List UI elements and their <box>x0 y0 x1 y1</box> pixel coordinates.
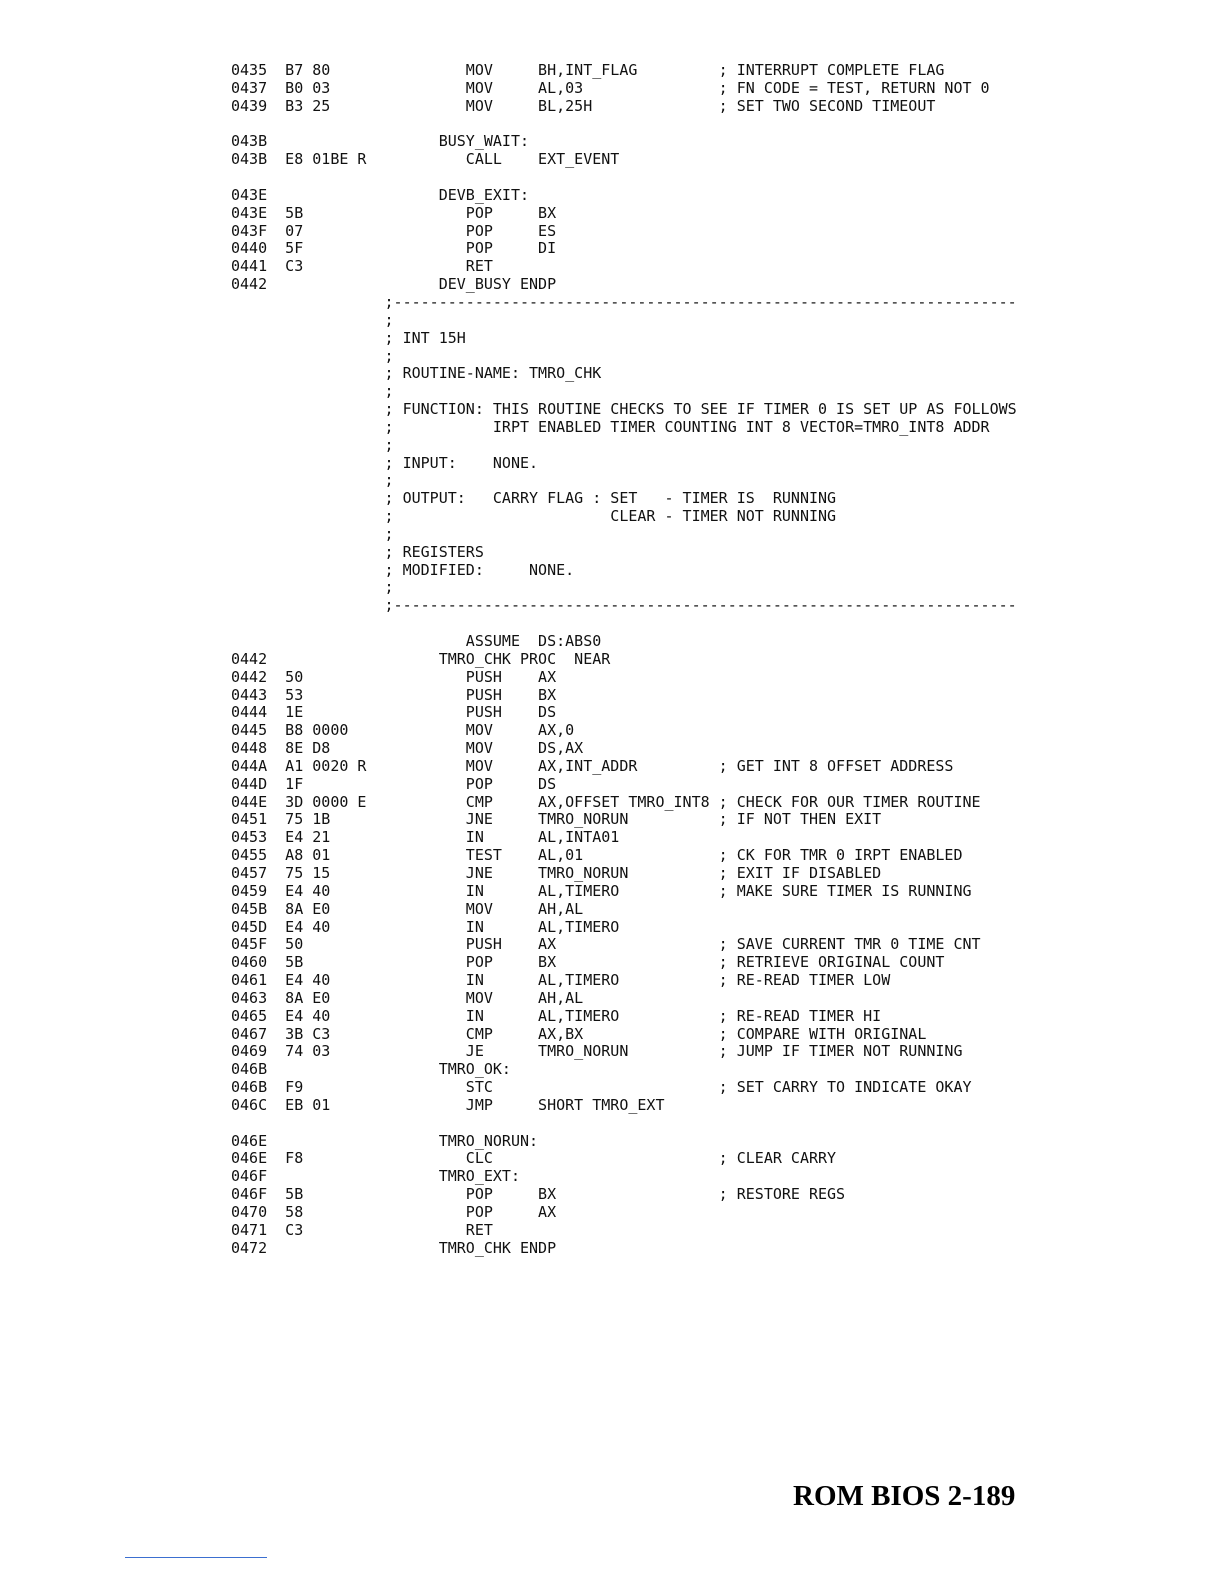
listing-line: 046F TMRO_EXT: <box>231 1167 520 1186</box>
listing-line: 046C EB 01 JMP SHORT TMRO_EXT <box>231 1095 665 1114</box>
listing-line: ; <box>231 435 394 454</box>
listing-line: 046E TMRO_NORUN: <box>231 1131 539 1150</box>
listing-line: ; <box>231 471 394 490</box>
listing-line: 043B BUSY_WAIT: <box>231 132 530 151</box>
blank-line <box>231 116 1211 134</box>
listing-line: 0465 E4 40 IN AL,TIMERO ; RE-READ TIMER HI <box>231 1006 882 1025</box>
listing-line: 0443 53 PUSH BX <box>231 685 557 704</box>
listing-line: 0448 8E D8 MOV DS,AX <box>231 739 584 758</box>
listing-line: 046B F9 STC ; SET CARRY TO INDICATE OKAY <box>231 1078 972 1097</box>
listing-line: ; <box>231 346 394 365</box>
listing-line: ; <box>231 382 394 401</box>
listing-line: 0461 E4 40 IN AL,TIMERO ; RE-READ TIMER LOW <box>231 971 891 990</box>
listing-line: 0471 C3 RET <box>231 1220 493 1239</box>
listing-line: 0451 75 1B JNE TMRO_NORUN ; IF NOT THEN EXIT <box>231 810 882 829</box>
listing-line: 0444 1E PUSH DS <box>231 703 557 722</box>
listing-line: 0463 8A E0 MOV AH,AL <box>231 988 584 1007</box>
listing-line: 0442 DEV_BUSY ENDP <box>231 275 557 294</box>
listing-line: ; REGISTERS <box>231 542 484 561</box>
listing-line: ; <box>231 310 394 329</box>
listing-line: 046B TMRO_OK: <box>231 1060 511 1079</box>
listing-line: 0439 B3 25 MOV BL,25H ; SET TWO SECOND TIMEOUT <box>231 96 936 115</box>
listing-line: 043E DEVB_EXIT: <box>231 185 530 204</box>
listing-line: 0459 E4 40 IN AL,TIMERO ; MAKE SURE TIMER IS RUNNING <box>231 881 972 900</box>
listing-line: ; <box>231 524 394 543</box>
listing-line: 046E F8 CLC ; CLEAR CARRY <box>231 1149 837 1168</box>
listing-line: ; OUTPUT: CARRY FLAG : SET - TIMER IS RUNNING <box>231 489 837 508</box>
listing-line: 0435 B7 80 MOV BH,INT_FLAG ; INTERRUPT COMPLETE FLAG <box>231 61 945 79</box>
listing-line: 044D 1F POP DS <box>231 774 557 793</box>
listing-line: 0457 75 15 JNE TMRO_NORUN ; EXIT IF DISABLED <box>231 863 882 882</box>
listing-line: 046F 5B POP BX ; RESTORE REGS <box>231 1185 846 1204</box>
listing-line: 043E 5B POP BX <box>231 203 557 222</box>
listing-line: 0453 E4 21 IN AL,INTA01 <box>231 828 620 847</box>
listing-line: ; ROUTINE-NAME: TMRO_CHK <box>231 364 602 383</box>
listing-line: 0442 TMRO_CHK PROC NEAR <box>231 649 611 668</box>
listing-line: 044E 3D 0000 E CMP AX,OFFSET TMRO_INT8 ; CHECK FOR OUR TIMER ROUTINE <box>231 792 981 811</box>
listing-line: 043B E8 01BE R CALL EXT_EVENT <box>231 150 620 169</box>
listing-line: 0441 C3 RET <box>231 257 493 276</box>
listing-line: ;--------------------------------------------------------------------- <box>231 292 1017 311</box>
page-footer: ROM BIOS 2-189 <box>793 1480 1016 1512</box>
blank-line <box>231 1115 1211 1133</box>
listing-line: 0455 A8 01 TEST AL,01 ; CK FOR TMR 0 IRPT ENABLED <box>231 846 963 865</box>
listing-line: ; INT 15H <box>231 328 466 347</box>
listing-line: ; IRPT ENABLED TIMER COUNTING INT 8 VECTOR=TMRO_INT8 ADDR <box>231 417 990 436</box>
listing-line: 043F 07 POP ES <box>231 221 557 240</box>
listing-line: ; FUNCTION: THIS ROUTINE CHECKS TO SEE IF TIMER 0 IS SET UP AS FOLLOWS <box>231 400 1017 419</box>
listing-line: 0467 3B C3 CMP AX,BX ; COMPARE WITH ORIGINAL <box>231 1024 927 1043</box>
listing-line: ; INPUT: NONE. <box>231 453 539 472</box>
listing-line: 045F 50 PUSH AX ; SAVE CURRENT TMR 0 TIME CNT <box>231 935 981 954</box>
listing-line: 045D E4 40 IN AL,TIMERO <box>231 917 620 936</box>
listing-line: ASSUME DS:ABS0 <box>231 632 602 650</box>
listing-line: ;--------------------------------------------------------------------- <box>231 596 1017 615</box>
listing-line: 0472 TMRO_CHK ENDP <box>231 1238 557 1257</box>
bottom-rule <box>125 1557 267 1558</box>
assembly-listing <box>231 62 1211 1258</box>
blank-line <box>231 169 1211 187</box>
listing-line: ; CLEAR - TIMER NOT RUNNING <box>231 507 837 526</box>
listing-line: 045B 8A E0 MOV AH,AL <box>231 899 584 918</box>
listing-line: 0445 B8 0000 MOV AX,0 <box>231 721 575 740</box>
listing-line: 0460 5B POP BX ; RETRIEVE ORIGINAL COUNT <box>231 953 945 972</box>
listing-line: 0469 74 03 JE TMRO_NORUN ; JUMP IF TIMER NOT RUNNING <box>231 1042 963 1061</box>
listing-line: 0437 B0 03 MOV AL,03 ; FN CODE = TEST, RETURN NOT 0 <box>231 78 990 97</box>
listing-line: 0440 5F POP DI <box>231 239 557 258</box>
listing-line: ; <box>231 578 394 597</box>
blank-line <box>231 615 1211 633</box>
listing-line: ; MODIFIED: NONE. <box>231 560 575 579</box>
listing-line: 044A A1 0020 R MOV AX,INT_ADDR ; GET INT 8 OFFSET ADDRESS <box>231 756 954 775</box>
listing-line: 0470 58 POP AX <box>231 1203 557 1221</box>
listing-line: 0442 50 PUSH AX <box>231 667 557 686</box>
